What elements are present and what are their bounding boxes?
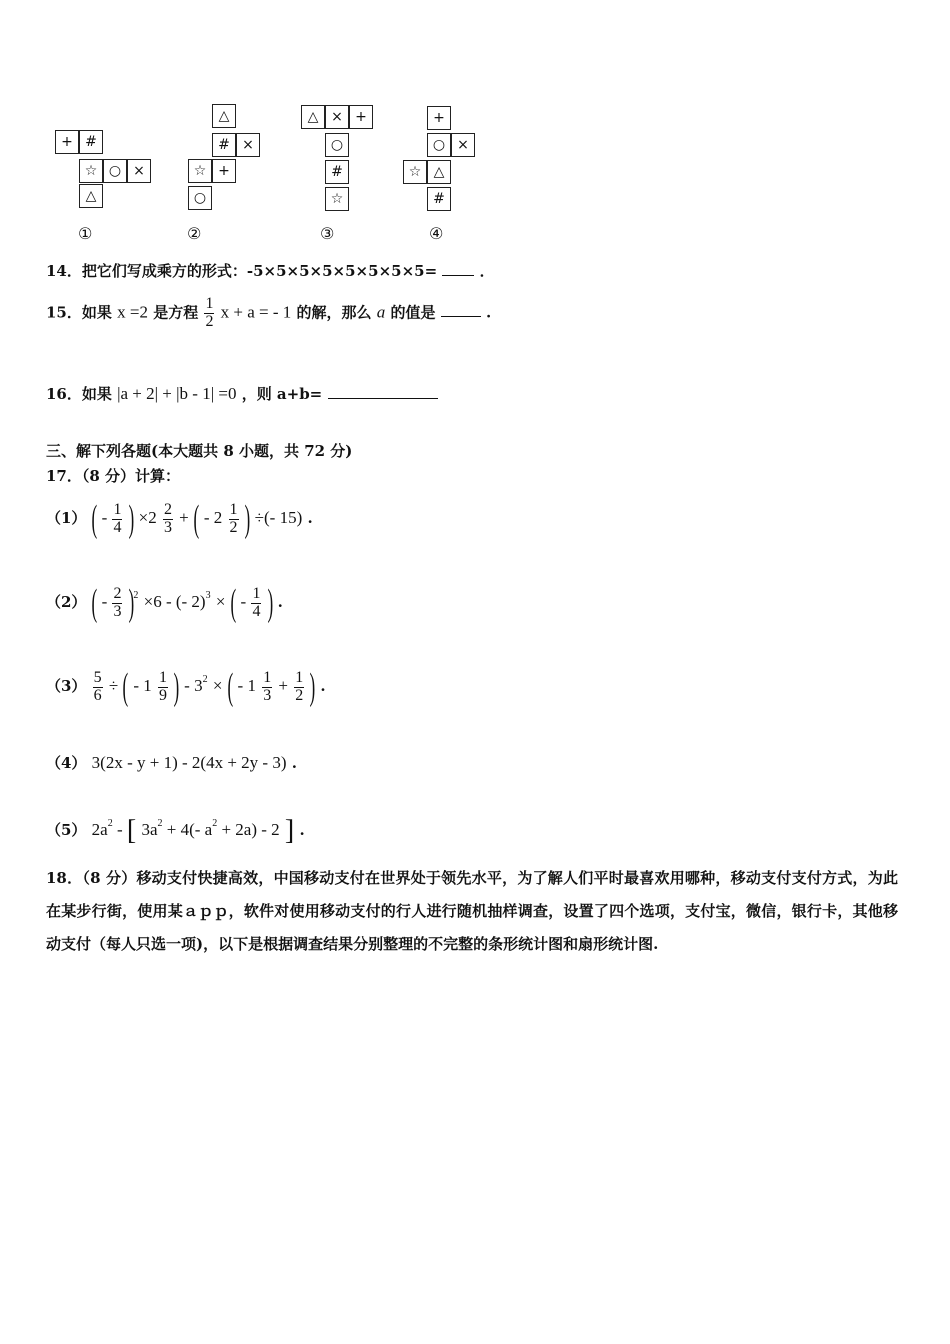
- q15-equation: x + a = - 1: [220, 302, 292, 322]
- end: .: [277, 593, 283, 611]
- num: 2: [163, 500, 172, 518]
- term: 2a: [91, 820, 108, 839]
- bracket-close: ]: [284, 815, 295, 846]
- den: 3: [113, 602, 122, 620]
- paren-close: ): [173, 666, 180, 708]
- net1-cell: △: [79, 184, 103, 208]
- num: 1: [159, 668, 168, 686]
- net1-cell: ×: [127, 159, 151, 183]
- net2-cell: ×: [236, 133, 260, 157]
- sign: -: [240, 592, 251, 611]
- op: ÷: [108, 676, 119, 695]
- term: ×6 - (- 2): [143, 592, 206, 611]
- op: -: [112, 820, 127, 839]
- net2-cell: △: [212, 104, 236, 128]
- q16-answer-blank: [328, 384, 438, 399]
- op: ×: [212, 676, 223, 695]
- sign: -: [101, 592, 112, 611]
- den: 3: [163, 518, 172, 536]
- q14-answer-blank: [442, 261, 474, 276]
- question-18: 18．（8 分）移动支付快捷高效，中国移动支付在世界处于领先水平，为了解人们平时最喜欢用哪种，移动支付支付方式，为此在某步行街，使用某ａｐｐ，软件对使用移动支付的行人进行随机抽样调查，设置了四个选项，支付宝，微信，银行卡，其他移动支付（每人只选一项)，以下是根据调查结果分别整理的不完整的条形统计图和扇形统计图.: [46, 869, 898, 953]
- q14-text: 14．把它们写成乘方的形式：-5×5×5×5×5×5×5×5=: [46, 262, 438, 280]
- q16-after: ，则 a+b=: [241, 385, 323, 403]
- term: - 1: [237, 676, 256, 695]
- paren-open: (: [122, 666, 129, 708]
- net4-cell: +: [427, 106, 451, 130]
- net3-caption: ③: [320, 224, 335, 243]
- den: 2: [295, 686, 304, 704]
- paren-open: (: [227, 666, 233, 708]
- exponent: 3: [205, 590, 211, 601]
- section-3-heading: 三、解下列各题(本大题共 8 小题，共 72 分): [46, 442, 353, 460]
- q17-part-5: [46, 815, 305, 847]
- num: 2: [113, 584, 122, 602]
- net2-cell: ☆: [188, 159, 212, 183]
- net1-caption: ①: [78, 224, 93, 243]
- net3-cell: ×: [325, 105, 349, 129]
- question-14: [46, 260, 495, 281]
- q15-after: 的解，那么: [296, 303, 372, 322]
- term: - 2: [203, 508, 223, 527]
- paren-close: ): [128, 582, 134, 624]
- q15-end: .: [486, 303, 492, 322]
- net4-cell: ☆: [403, 160, 427, 184]
- q16-expression: |a + 2| + |b - 1| =0: [117, 384, 237, 403]
- fraction: [112, 586, 122, 621]
- exponent: 2: [157, 818, 163, 829]
- fraction: [251, 586, 261, 621]
- fraction: [112, 502, 122, 537]
- term: + 4(- a: [162, 820, 213, 839]
- cube-nets-figure: [50, 100, 490, 250]
- fraction: [158, 670, 168, 705]
- term: + 2a) - 2: [217, 820, 280, 839]
- q16-prefix: 16．如果: [46, 385, 112, 403]
- fraction: [294, 670, 304, 705]
- net4-cell: #: [427, 187, 451, 211]
- term: 3a: [141, 820, 158, 839]
- q17-part-4: [46, 752, 297, 773]
- part-label: （1）: [46, 509, 87, 527]
- net2-caption: ②: [187, 224, 202, 243]
- net2-cell: #: [212, 133, 236, 157]
- paren-open: (: [193, 498, 200, 540]
- num: 1: [252, 584, 261, 602]
- paren-close: ): [128, 498, 134, 540]
- paren-open: (: [91, 582, 97, 624]
- den: 9: [159, 686, 168, 704]
- expression: 3(2x - y + 1) - 2(4x + 2y - 3): [91, 753, 287, 772]
- q15-prefix: 15．如果: [46, 303, 112, 322]
- q15-ask: 的值是: [390, 303, 436, 322]
- den: 4: [113, 518, 122, 536]
- net3-cell: +: [349, 105, 373, 129]
- paren-open: (: [230, 582, 236, 624]
- net1-cell: ☆: [79, 159, 103, 183]
- num: 1: [113, 500, 122, 518]
- net1-cell: ○: [103, 159, 127, 183]
- den: 3: [263, 686, 272, 704]
- term: - 3: [184, 676, 203, 695]
- q15-frac-den: 2: [205, 312, 214, 330]
- question-16: [46, 383, 438, 404]
- paren-close: ): [244, 498, 250, 540]
- net4-cell: ×: [451, 133, 475, 157]
- net4-cell: △: [427, 160, 451, 184]
- paren-close: ): [309, 666, 316, 708]
- q15-condition: x =2: [117, 302, 148, 322]
- num: 1: [229, 500, 238, 518]
- part-label: （2）: [46, 593, 87, 611]
- net4-caption: ④: [429, 224, 444, 243]
- part-label: （5）: [46, 821, 87, 839]
- sign: -: [101, 508, 112, 527]
- q17-title: 17．（8 分）计算：: [46, 467, 181, 485]
- part-label: （4）: [46, 754, 87, 772]
- net3-cell: ○: [325, 133, 349, 157]
- end: .: [291, 754, 297, 772]
- q15-mid: 是方程: [153, 303, 199, 322]
- end: .: [299, 821, 305, 839]
- net4-cell: ○: [427, 133, 451, 157]
- op: ×: [215, 592, 226, 611]
- den: 6: [93, 686, 102, 704]
- fraction: [163, 502, 173, 537]
- op: +: [179, 508, 189, 527]
- den: 4: [252, 602, 261, 620]
- num: 1: [295, 668, 304, 686]
- q15-fraction: [204, 296, 214, 331]
- term: ÷(- 15): [254, 508, 303, 527]
- q17-part-3: [46, 668, 326, 706]
- end: .: [307, 509, 313, 527]
- num: 1: [263, 668, 272, 686]
- q17-part-1: [46, 500, 313, 538]
- q17-part-2: [46, 584, 283, 622]
- den: 2: [229, 518, 238, 536]
- exponent: 2: [212, 818, 218, 829]
- term: - 1: [133, 676, 152, 695]
- fraction: [262, 670, 272, 705]
- exponent: 2: [202, 674, 208, 685]
- q14-end: ．: [479, 262, 495, 280]
- fraction: [93, 670, 103, 705]
- num: 5: [93, 668, 102, 686]
- exponent: 2: [133, 590, 139, 601]
- net1-cell: +: [55, 130, 79, 154]
- term: ×2: [138, 508, 157, 527]
- net3-cell: ☆: [325, 187, 349, 211]
- end: .: [320, 677, 326, 695]
- paren-close: ): [267, 582, 273, 624]
- q15-answer-blank: [441, 302, 481, 317]
- paren-open: (: [91, 498, 97, 540]
- fraction: [229, 502, 239, 537]
- op: +: [278, 676, 289, 695]
- exponent: 2: [107, 818, 113, 829]
- net3-cell: #: [325, 160, 349, 184]
- net1-cell: #: [79, 130, 103, 154]
- net3-cell: △: [301, 105, 325, 129]
- question-15: [46, 296, 491, 331]
- bracket-open: [: [126, 815, 137, 846]
- q15-frac-num: 1: [205, 295, 214, 312]
- q15-var: a: [376, 302, 386, 322]
- net2-cell: +: [212, 159, 236, 183]
- part-label: （3）: [46, 677, 87, 695]
- net2-cell: ○: [188, 186, 212, 210]
